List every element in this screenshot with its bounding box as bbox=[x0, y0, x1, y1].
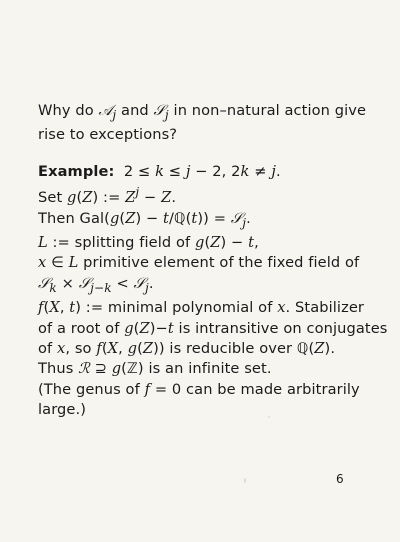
example-line-9: of x, so f(X, g(Z)) is reducible over ℚ(Z). bbox=[38, 339, 336, 357]
scan-speck bbox=[44, 405, 46, 407]
example-line-2: Set g(Z) := $Z^j - Z$. bbox=[38, 185, 177, 207]
example-line-11: (The genus of f = 0 can be made arbitrarily bbox=[38, 380, 360, 398]
scan-speck bbox=[268, 416, 270, 418]
example-line-1: Example: 2 ≤ k ≤ j − 2, 2k ≠ j. bbox=[38, 163, 281, 180]
scan-speck bbox=[244, 478, 246, 483]
example-line-7: f(X, t) := minimal polynomial of x. Stabilizer bbox=[38, 299, 365, 317]
example-line-4: L := splitting field of g(Z) − t, bbox=[38, 233, 259, 251]
example-label: Example: bbox=[38, 163, 115, 180]
question-text bbox=[38, 101, 374, 146]
example-block bbox=[38, 162, 388, 421]
example-line-3: Then Gal(g(Z) − t/ℚ(t)) = 𝒮$_j$. bbox=[38, 209, 251, 230]
example-line-12: large.) bbox=[38, 401, 87, 419]
example-line-5: x ∈ L primitive element of the fixed field of bbox=[38, 254, 360, 272]
question-line-2: rise to exceptions? bbox=[38, 126, 178, 144]
page-number: 6 bbox=[336, 472, 344, 486]
math-A-j: 𝒜$_j$ bbox=[98, 102, 117, 122]
example-line-10: Thus ℛ ⊇ g(ℤ) is an infinite set. bbox=[38, 360, 272, 378]
question-line-1: Why do 𝒜$_j$ and 𝒮$_j$ in non–natural action give bbox=[38, 102, 367, 122]
example-line-6: 𝒮$_k$ × 𝒮$_{j-k}$ < 𝒮$_j$. bbox=[38, 274, 154, 295]
example-line-8: of a root of g(Z)−t is intransitive on conjugates bbox=[38, 319, 388, 337]
math-S-j: 𝒮$_j$ bbox=[153, 102, 169, 122]
